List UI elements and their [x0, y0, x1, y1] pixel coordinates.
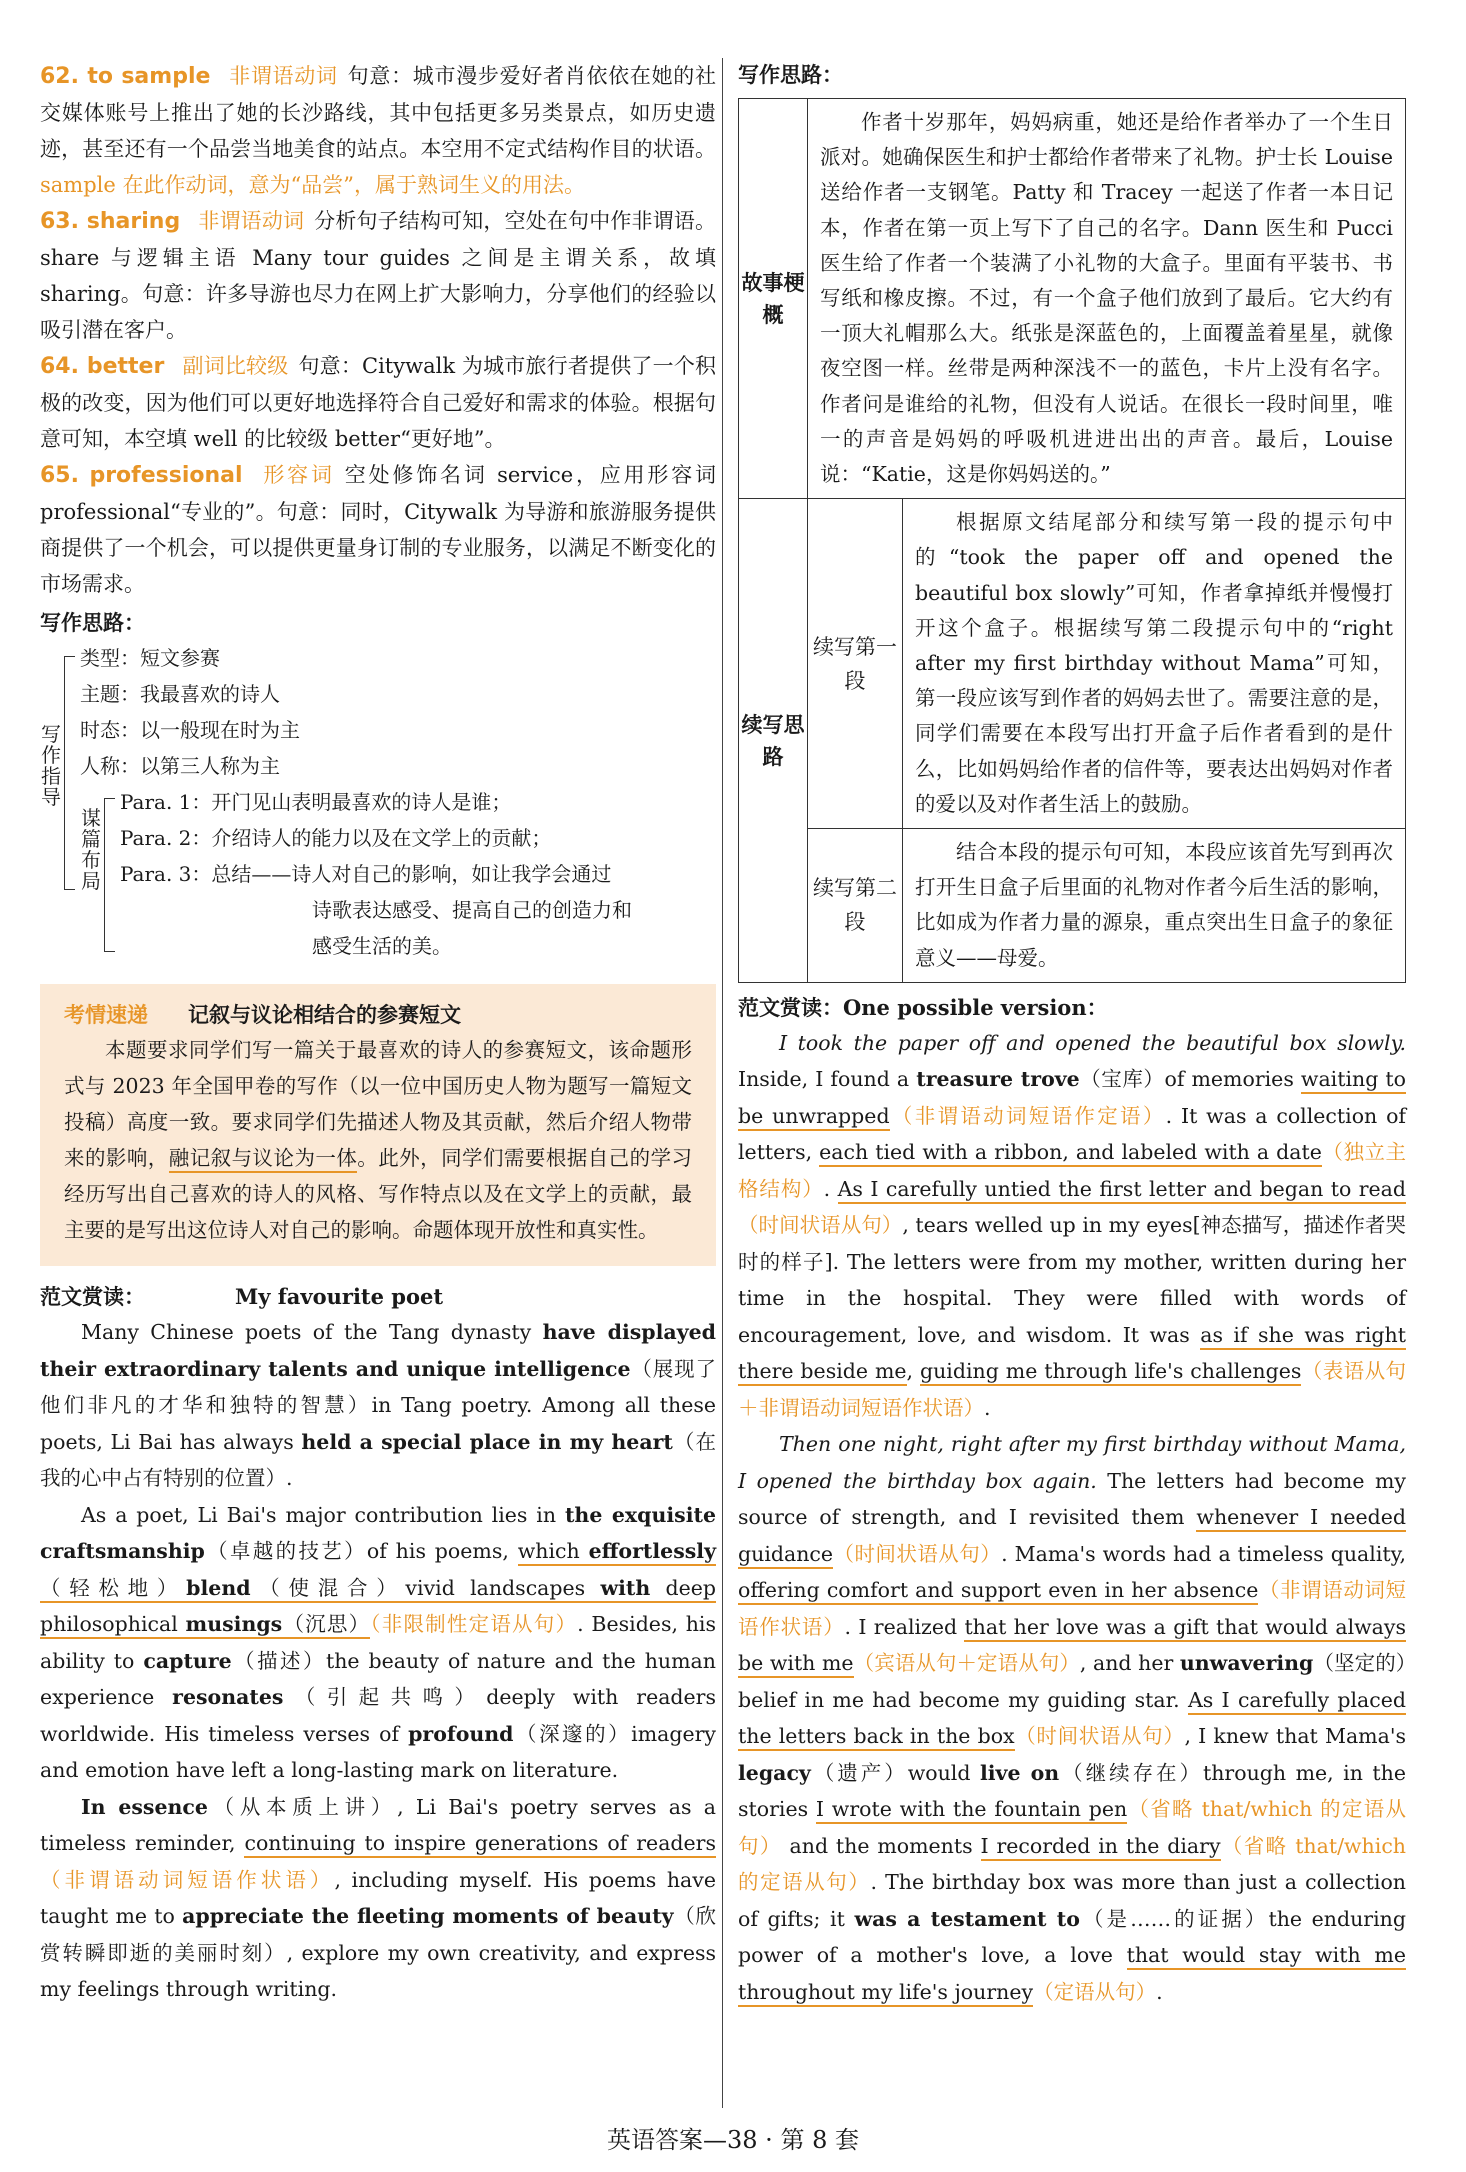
story-summary-text: 作者十岁那年，妈妈病重，她还是给作者举办了一个生日派对。她确保医生和护士都给作者带来了礼物。护士长 Louise 送给作者一支钢笔。Patty 和 Tracey 一起送了作者一本日记本，作者在第一页上写下了自己的名字。Dann 医生和 Pucci 医生给了作者一个装满了小礼物的大盒子。里面有平装书、书写纸和橡皮擦。不过，有一个盒子他们放到了最后。它大约有一顶大礼帽那么大。纸张是深蓝色的，上面覆盖着星星，就像夜空图一样。丝带是两种深浅不一的蓝色，卡片上没有名字。作者问是谁给的礼物，但没有人说话。在很长一段时间里，唯一的声音是妈妈的呼吸机进进出出的声音。最后，Louise 说：“Katie，这是你妈妈送的。”: [808, 99, 1406, 499]
answer-62: 62. to sample 非谓语动词 句意：城市漫步爱好者肖依依在她的社交媒体账号上推出了她的长沙路线，其中包括更多另类景点，如历史遗迹，甚至还有一个品尝当地美食的站点。本空用不定式结构作目的状语。sample 在此作动词，意为“品尝”，属于熟词生义的用法。: [40, 64, 717, 197]
outline-para3-line2: 诗歌表达感受、提高自己的创造力和: [312, 898, 632, 922]
outline-para3-line3: 感受生活的美。: [312, 934, 452, 958]
exam-insight-box: [40, 984, 716, 1266]
outline-para1: Para. 1：开门见山表明最喜欢的诗人是谁；: [120, 790, 512, 814]
essay-paragraph-2: As a poet, Li Bai's major contribution lies in the exquisite craftsmanship（卓越的技艺）of his poems, which effortlessly（轻松地）blend（使混合）vivid landscapes with deep philosophical musings（沉思）（非限制性定语从句）. Besides, his ability to capture（描述）the beauty of nature and the human experience resonates（引起共鸣）deeply with readers worldwide. His timeless verses of profound（深邃的）imagery and emotion have left a long-lasting mark on literature.: [40, 1502, 717, 1782]
model-essay-right: [738, 991, 1406, 2011]
writing-ideas-heading: 写作思路：: [738, 63, 843, 87]
answer-63: 63. sharing 非谓语动词 分析句子结构可知，空处在句中作非谓语。share 与逻辑主语 Many tour guides 之间是主谓关系，故填 sharing。句意：许多导游也尽力在网上扩大影响力，分享他们的经验以吸引潜在客户。: [40, 209, 717, 342]
outline-theme: 主题：我最喜欢的诗人: [80, 682, 280, 706]
continuation-paragraph-2: Then one night, right after my first birthday without Mama, I opened the birthday box again. The letters had become my source of strength, and I revisited them whenever I needed guidance（时间状语从句）. Mama's words had a timeless quality, offering comfort and support even in her absence（非谓语动词短语作状语）. I realized that her love was a gift that would always be with me（宾语从句＋定语从句）, and her unwavering（坚定的）belief in me had become my guiding star. As I carefully placed the letters back in the box（时间状语从句）, I knew that Mama's legacy（遗产）would live on（继续存在）through me, in the stories I wrote with the fountain pen（省略 that/which 的定语从句） and the moments I recorded in the diary（省略 that/which 的定语从句）. The birthday box was more than just a collection of gifts; it was a testament to（是……的证据）the enduring power of a mother's love, a love that would stay with me throughout my life's journey（定语从句）.: [738, 1426, 1406, 2010]
outline-type: 类型：短文参赛: [80, 646, 220, 670]
exam-insight-title: 考情速递 记叙与议论相结合的参赛短文: [64, 1003, 461, 1027]
outline-brace-structure: [104, 798, 115, 952]
exam-insight-body: 本题要求同学们写一篇关于最喜欢的诗人的参赛短文，该命题形式与 2023 年全国甲卷的写作（以一位中国历史人物为题写一篇短文投稿）高度一致。要求同学们先描述人物及其贡献，然后介绍人物带来的影响，融记叙与议论为一体。此外，同学们需要根据自己的学习经历写出自己喜欢的诗人的风格、写作特点以及在文学上的贡献，最主要的是写出这位诗人对自己的影响。命题体现开放性和真实性。: [64, 1038, 693, 1242]
model-essay-right-header: 范文赏读：One possible version：: [738, 994, 1108, 1020]
outline-brace-main: [64, 656, 75, 890]
left-column: [40, 58, 716, 2008]
outline-para2: Para. 2：介绍诗人的能力以及在文学上的贡献；: [120, 826, 552, 850]
essay-title: My favourite poet: [235, 1284, 444, 1309]
essay-paragraph-3: In essence（从本质上讲）, Li Bai's poetry serves as a timeless reminder, continuing to inspire generations of readers（非谓语动词短语作状语）, including myself. His poems have taught me to appreciate the fleeting moments of beauty（欣赏转瞬即逝的美丽时刻）, explore my own creativity, and express my feelings through writing.: [40, 1794, 716, 2001]
continuation-ideas-label: 续写思路: [739, 499, 808, 983]
continuation-para1-row: [739, 499, 1406, 829]
answer-65: 65. professional 形容词 空处修饰名词 service，应用形容词 professional“专业的”。句意：同时，Citywalk 为导游和旅游服务提供商提供了一个机会，可以提供更量身订制的专业服务，以满足不断变化的市场需求。: [40, 463, 717, 596]
writing-outline: [40, 640, 716, 970]
continuation-para1-label: 续写第一段: [808, 499, 903, 829]
continuation-paragraph-1: I took the paper off and opened the beautiful box slowly. Inside, I found a treasure trove（宝库）of memories waiting to be unwrapped（非谓语动词短语作定语）. It was a collection of letters, each tied with a ribbon, and labeled with a date（独立主格结构）. As I carefully untied the first letter and began to read（时间状语从句）, tears welled up in my eyes[神态描写，描述作者哭时的样子]. The letters were from my mother, written during her time in the hospital. They were filled with words of encouragement, love, and wisdom. It was as if she was right there beside me, guiding me through life's challenges（表语从句＋非谓语动词短语作状语）.: [738, 1030, 1407, 1420]
outline-person: 人称：以第三人称为主: [80, 754, 280, 778]
writing-guide-heading: 写作思路：: [40, 611, 145, 635]
continuation-para2-label: 续写第二段: [808, 829, 903, 983]
outline-para3-line1: Para. 3：总结——诗人对自己的影响，如让我学会通过: [120, 862, 612, 886]
continuation-para2-text: 结合本段的提示句可知，本段应该首先写到再次打开生日盒子后里面的礼物对作者今后生活的影响，比如成为作者力量的源泉，重点突出生日盒子的象征意义——母爱。: [903, 829, 1406, 983]
essay-paragraph-1: Many Chinese poets of the Tang dynasty have displayed their extraordinary talents and unique intelligence（展现了他们非凡的才华和独特的智慧）in Tang poetry. Among all these poets, Li Bai has always held a special place in my heart（在我的心中占有特别的位置）.: [40, 1320, 717, 1490]
continuation-para2-row: [739, 829, 1406, 983]
outline-tense: 时态：以一般现在时为主: [80, 718, 300, 742]
outline-label-structure: 谋篇布局: [81, 806, 101, 893]
answer-64: 64. better 副词比较级 句意：Citywalk 为城市旅行者提供了一个积极的改变，因为他们可以更好地选择符合自己爱好和需求的体验。根据句意可知，本空填 well 的比较级 better“更好地”。: [40, 354, 717, 451]
page-footer: 英语答案—38 · 第 8 套: [607, 2126, 859, 2154]
column-divider: [722, 58, 723, 2108]
right-column: [738, 58, 1406, 2010]
model-essay-header: 范文赏读： My favourite poet: [40, 1280, 716, 1314]
model-essay-left: [40, 1280, 716, 2008]
continuation-para1-text: 根据原文结尾部分和续写第一段的提示句中的“took the paper off and opened the beautiful box slowly”可知，作者拿掉纸并慢慢打开这个盒子。根据续写第二段提示句中的“right after my first birthday without Mama”可知，第一段应该写到作者的妈妈去世了。需要注意的是，同学们需要在本段写出打开盒子后作者看到的是什么，比如妈妈给作者的信件等，要表达出妈妈对作者的爱以及对作者生活上的鼓励。: [903, 499, 1406, 829]
writing-ideas-table: [738, 98, 1406, 983]
story-summary-label: 故事梗概: [739, 99, 808, 499]
outline-label-guide: 写作指导: [41, 722, 61, 809]
story-summary-row: [739, 99, 1406, 499]
